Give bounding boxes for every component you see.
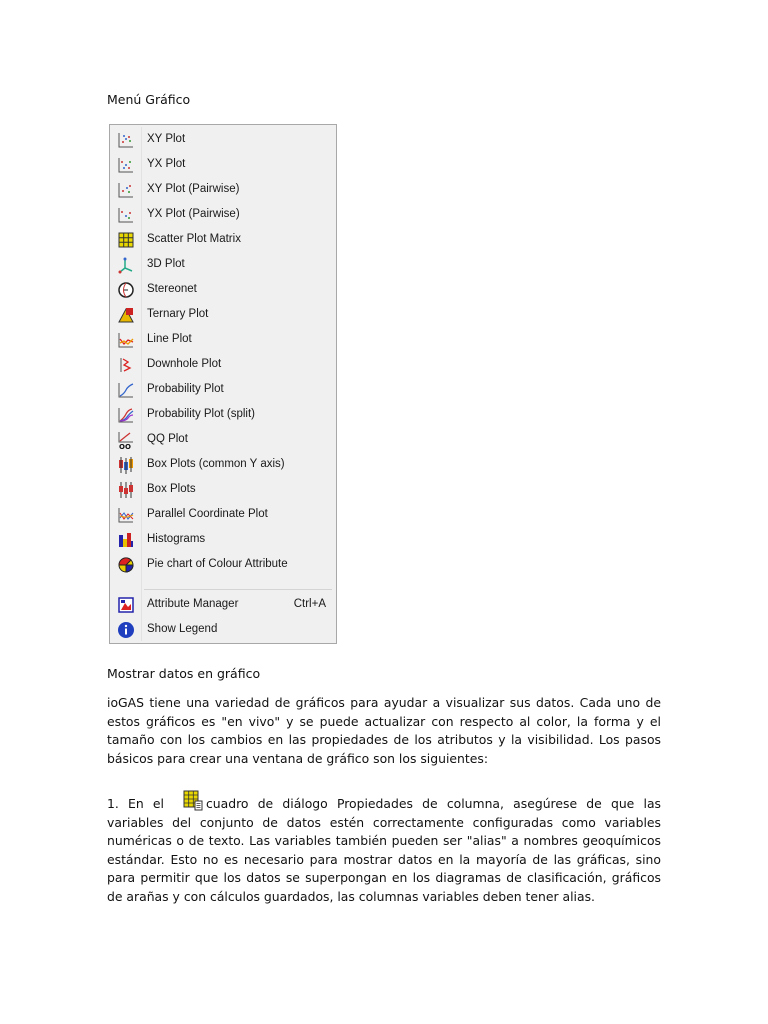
menu-item-downhole[interactable] [112, 353, 334, 378]
column-properties-icon [182, 790, 204, 812]
menu-item-label: Ternary Plot [147, 308, 209, 320]
menu-item-yx-plot[interactable] [112, 153, 334, 178]
menu-item-label: XY Plot [147, 133, 186, 145]
menu-item-label: Show Legend [147, 623, 218, 635]
menu-item-label: Downhole Plot [147, 358, 222, 370]
menu-item-qq-plot[interactable] [112, 428, 334, 453]
menu-item-3d-plot[interactable] [112, 253, 334, 278]
menu-item-stereonet[interactable] [112, 278, 334, 303]
box-plots-common-icon [117, 456, 135, 474]
line-plot-icon [117, 331, 135, 349]
shortcut-label: Ctrl+A [293, 598, 326, 610]
menu-item-label: Box Plots [147, 483, 196, 495]
yx-pairwise-icon [117, 206, 135, 224]
menu-item-box-plots[interactable] [112, 478, 334, 503]
menu-item-label: Attribute Manager [147, 598, 239, 610]
menu-item-show-legend[interactable] [112, 618, 334, 643]
menu-item-label: XY Plot (Pairwise) [147, 183, 240, 195]
display-data-heading: Mostrar datos en gráfico [107, 666, 261, 681]
menu-item-label: YX Plot (Pairwise) [147, 208, 240, 220]
menu-item-pie-chart[interactable] [112, 553, 334, 578]
menu-item-scatter-matrix[interactable] [112, 228, 334, 253]
menu-item-label: Pie chart of Colour Attribute [147, 558, 288, 570]
menu-separator [144, 589, 332, 590]
xy-plot-icon [117, 131, 135, 149]
step-text: cuadro de diálogo Propiedades de columna, asegúrese de que las variables del conjunto de datos estén correctamente configuradas como variables numéricas o de texto. Las variables también pueden ser "alias" a nombres geoquímicos estándar. Esto no es necesario para mostrar datos en la mayoría de las gráficas, sino para permitir que los datos se superpongan en los diagramas de clasificación, gráficos de arañas y con cálculos guardados, las columnas variables deben tener alias. [107, 796, 661, 904]
menu-item-label: Scatter Plot Matrix [147, 233, 241, 245]
step-1-paragraph [107, 790, 661, 906]
menu-item-xy-pairwise[interactable] [112, 178, 334, 203]
menu-item-label: QQ Plot [147, 433, 188, 445]
menu-item-label: Line Plot [147, 333, 192, 345]
parallel-coordinate-icon [117, 506, 135, 524]
menu-item-parallel-coordinate[interactable] [112, 503, 334, 528]
menu-heading: Menú Gráfico [107, 92, 191, 107]
qq-plot-icon [117, 431, 135, 449]
attribute-manager-icon [117, 596, 135, 614]
menu-item-label: Stereonet [147, 283, 197, 295]
probability-split-icon [117, 406, 135, 424]
menu-item-yx-pairwise[interactable] [112, 203, 334, 228]
menu-item-box-plots-common[interactable] [112, 453, 334, 478]
svg-text:QQ: QQ [119, 443, 131, 449]
pie-chart-icon [117, 556, 135, 574]
step-lead: 1. En el [107, 796, 164, 811]
menu-item-xy-plot[interactable] [112, 128, 334, 153]
intro-paragraph: ioGAS tiene una variedad de gráficos para ayudar a visualizar sus datos. Cada uno de estos gráficos es "en vivo" y se puede actualizar con respecto al color, la forma y el tamaño con los cambios en las propiedades de los atributos y la visibilidad. Los pasos básicos para crear una ventana de gráfico son los siguientes: [107, 695, 661, 766]
graph-menu [109, 124, 337, 644]
ternary-plot-icon [117, 306, 135, 324]
menu-item-attribute-manager[interactable] [112, 593, 334, 618]
3d-plot-icon [117, 256, 135, 274]
stereonet-icon [117, 281, 135, 299]
menu-item-line-plot[interactable] [112, 328, 334, 353]
xy-pairwise-icon [117, 181, 135, 199]
menu-item-label: YX Plot [147, 158, 186, 170]
histograms-icon [117, 531, 135, 549]
menu-item-histograms[interactable] [112, 528, 334, 553]
menu-item-label: Probability Plot (split) [147, 408, 256, 420]
probability-plot-icon [117, 381, 135, 399]
menu-item-label: Box Plots (common Y axis) [147, 458, 285, 470]
scatter-matrix-icon [117, 231, 135, 249]
menu-item-probability-split[interactable] [112, 403, 334, 428]
yx-plot-icon [117, 156, 135, 174]
menu-item-label: Probability Plot [147, 383, 224, 395]
menu-item-probability[interactable] [112, 378, 334, 403]
menu-item-label: Parallel Coordinate Plot [147, 508, 268, 520]
info-icon [117, 621, 135, 639]
menu-item-label: 3D Plot [147, 258, 185, 270]
downhole-plot-icon [117, 356, 135, 374]
menu-item-ternary[interactable] [112, 303, 334, 328]
box-plots-icon [117, 481, 135, 499]
menu-item-label: Histograms [147, 533, 206, 545]
